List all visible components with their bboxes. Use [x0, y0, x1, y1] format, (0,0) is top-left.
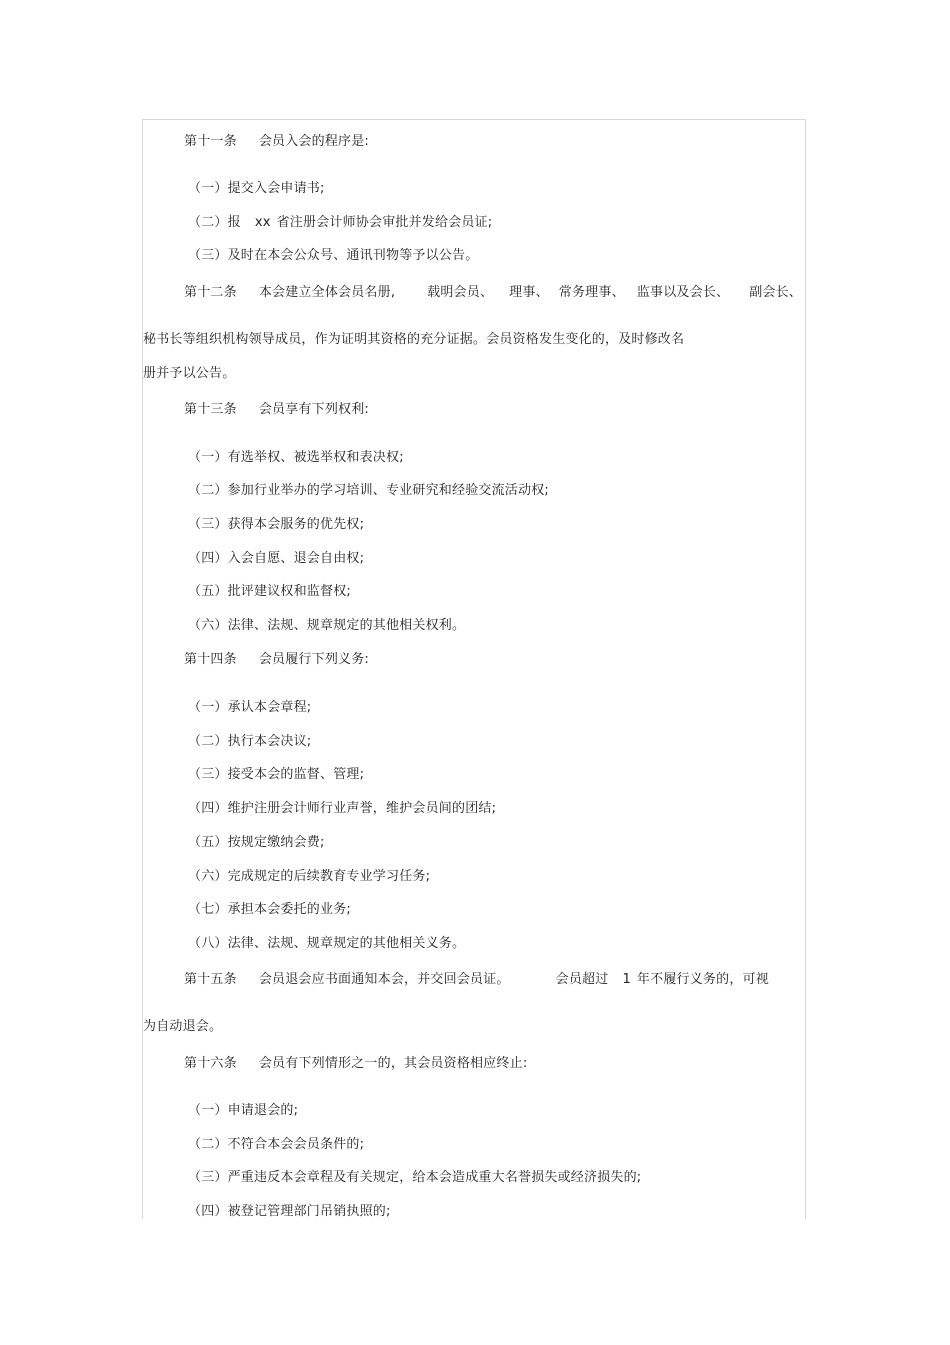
article-11-title: 第十一条 [184, 134, 237, 149]
article-14-heading [184, 652, 369, 668]
article-12-part-3: 理事、 [509, 285, 549, 300]
article-13-item-1: （一）有选举权、被选举权和表决权; [188, 450, 404, 465]
article-15-line-2: 为自动退会。 [143, 1019, 223, 1034]
article-12-part-1: 本会建立全体会员名册, [258, 285, 396, 300]
article-14-item-5: （五）按规定缴纳会费; [188, 835, 325, 850]
article-11-item-1: （一）提交入会申请书; [188, 181, 325, 196]
article-11-item-2-abbr: xx [254, 215, 271, 230]
article-11-item-2-rest: 省注册会计师协会审批并发给会员证; [276, 215, 493, 230]
article-12-part-5: 监事以及会长、 [636, 285, 730, 300]
article-12-title: 第十二条 [184, 285, 237, 300]
article-16-item-1: （一）申请退会的; [188, 1103, 299, 1118]
article-11-item-2-lead: （二）报 [188, 215, 241, 230]
article-14-item-7: （七）承担本会委托的业务; [188, 902, 351, 917]
article-14-item-4: （四）维护注册会计师行业声誉，维护会员间的团结; [188, 801, 497, 816]
article-16-heading [184, 1056, 527, 1072]
article-13-intro: 会员享有下列权利: [258, 402, 369, 417]
article-16-title: 第十六条 [184, 1056, 237, 1071]
article-13-item-4: （四）入会自愿、退会自由权; [188, 551, 365, 566]
article-15-part-3: 年不履行义务的，可视 [636, 972, 769, 987]
article-14-title: 第十四条 [184, 652, 237, 667]
article-13-item-5: （五）批评建议权和监督权; [188, 584, 351, 599]
article-12-line-1 [184, 285, 802, 301]
article-14-item-2: （二）执行本会决议; [188, 734, 312, 749]
article-14-item-6: （六）完成规定的后续教育专业学习任务; [188, 869, 431, 884]
article-12-part-6: 副会长、 [749, 285, 803, 300]
article-13-heading [184, 402, 369, 418]
article-15-number: 1 [622, 972, 631, 987]
article-13-item-3: （三）获得本会服务的优先权; [188, 517, 365, 532]
article-14-item-8: （八）法律、法规、规章规定的其他相关义务。 [188, 936, 466, 951]
article-11-heading [184, 134, 369, 150]
article-13-item-2: （二）参加行业举办的学习培训、专业研究和经验交流活动权; [188, 483, 549, 498]
article-13-item-6: （六）法律、法规、规章规定的其他相关权利。 [188, 618, 466, 633]
article-15-part-2: 会员超过 [555, 972, 609, 987]
article-15-title: 第十五条 [184, 972, 237, 987]
article-16-item-4: （四）被登记管理部门吊销执照的; [188, 1204, 391, 1219]
article-12-line-2: 秘书长等组织机构领导成员，作为证明其资格的充分证据。会员资格发生变化的，及时修改名 [143, 332, 685, 347]
article-16-intro: 会员有下列情形之一的，其会员资格相应终止: [258, 1056, 528, 1071]
article-11-intro: 会员入会的程序是: [258, 134, 369, 149]
article-16-item-2: （二）不符合本会会员条件的; [188, 1137, 365, 1152]
article-12-part-2: 载明会员、 [427, 285, 494, 300]
article-16-item-3: （三）严重违反本会章程及有关规定，给本会造成重大名誉损失或经济损失的; [188, 1170, 642, 1185]
article-13-title: 第十三条 [184, 402, 237, 417]
page-frame [142, 119, 806, 1219]
article-15-line-1 [184, 972, 769, 988]
article-14-intro: 会员履行下列义务: [258, 652, 369, 667]
article-12-line-3: 册并予以公告。 [143, 366, 236, 381]
article-14-item-3: （三）接受本会的监督、管理; [188, 767, 365, 782]
article-11-item-3: （三）及时在本会公众号、通讯刊物等予以公告。 [188, 248, 479, 263]
article-11-item-2 [188, 215, 492, 231]
article-12-part-4: 常务理事、 [558, 285, 625, 300]
article-15-part-1: 会员退会应书面通知本会，并交回会员证。 [258, 972, 510, 987]
article-14-item-1: （一）承认本会章程; [188, 700, 312, 715]
